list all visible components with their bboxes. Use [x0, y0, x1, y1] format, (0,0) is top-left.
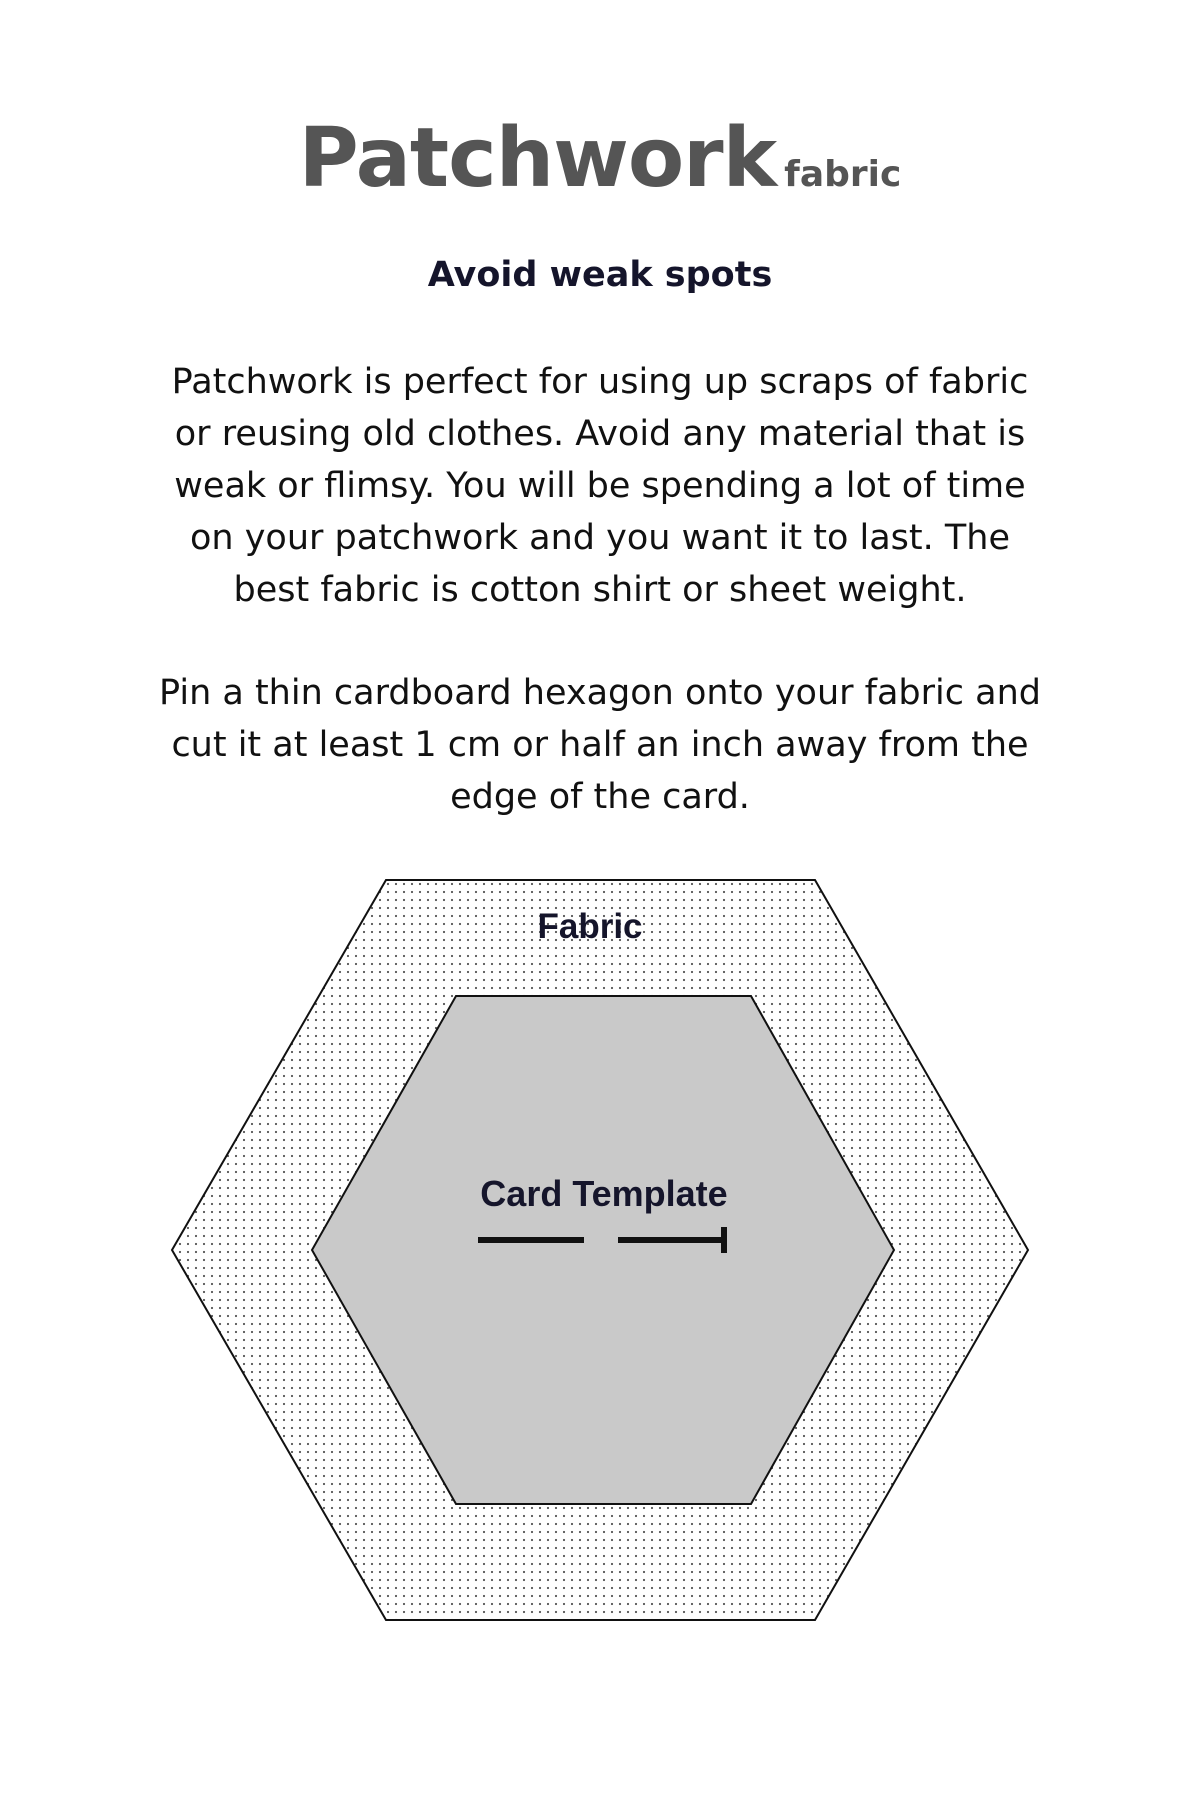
fabric-label: Fabric [537, 907, 643, 946]
paragraph-fabric-choice: Patchwork is perfect for using up scraps of fabric or reusing old clothes. Avoid any material that is weak or flimsy. You will be spending a lot of time on your patchwork and you want it to last. The best fabric is cotton shirt or sheet weight. [171, 362, 1029, 610]
paragraph-cutting-instructions: Pin a thin cardboard hexagon onto your fabric and cut it at least 1 cm or half an inch away from the edge of the card. [159, 673, 1041, 817]
subtitle: Avoid weak spots [427, 255, 773, 295]
title-main: Patchwork [298, 111, 777, 206]
title-suffix: fabric [784, 154, 902, 195]
card-template-label: Card Template [480, 1173, 728, 1214]
